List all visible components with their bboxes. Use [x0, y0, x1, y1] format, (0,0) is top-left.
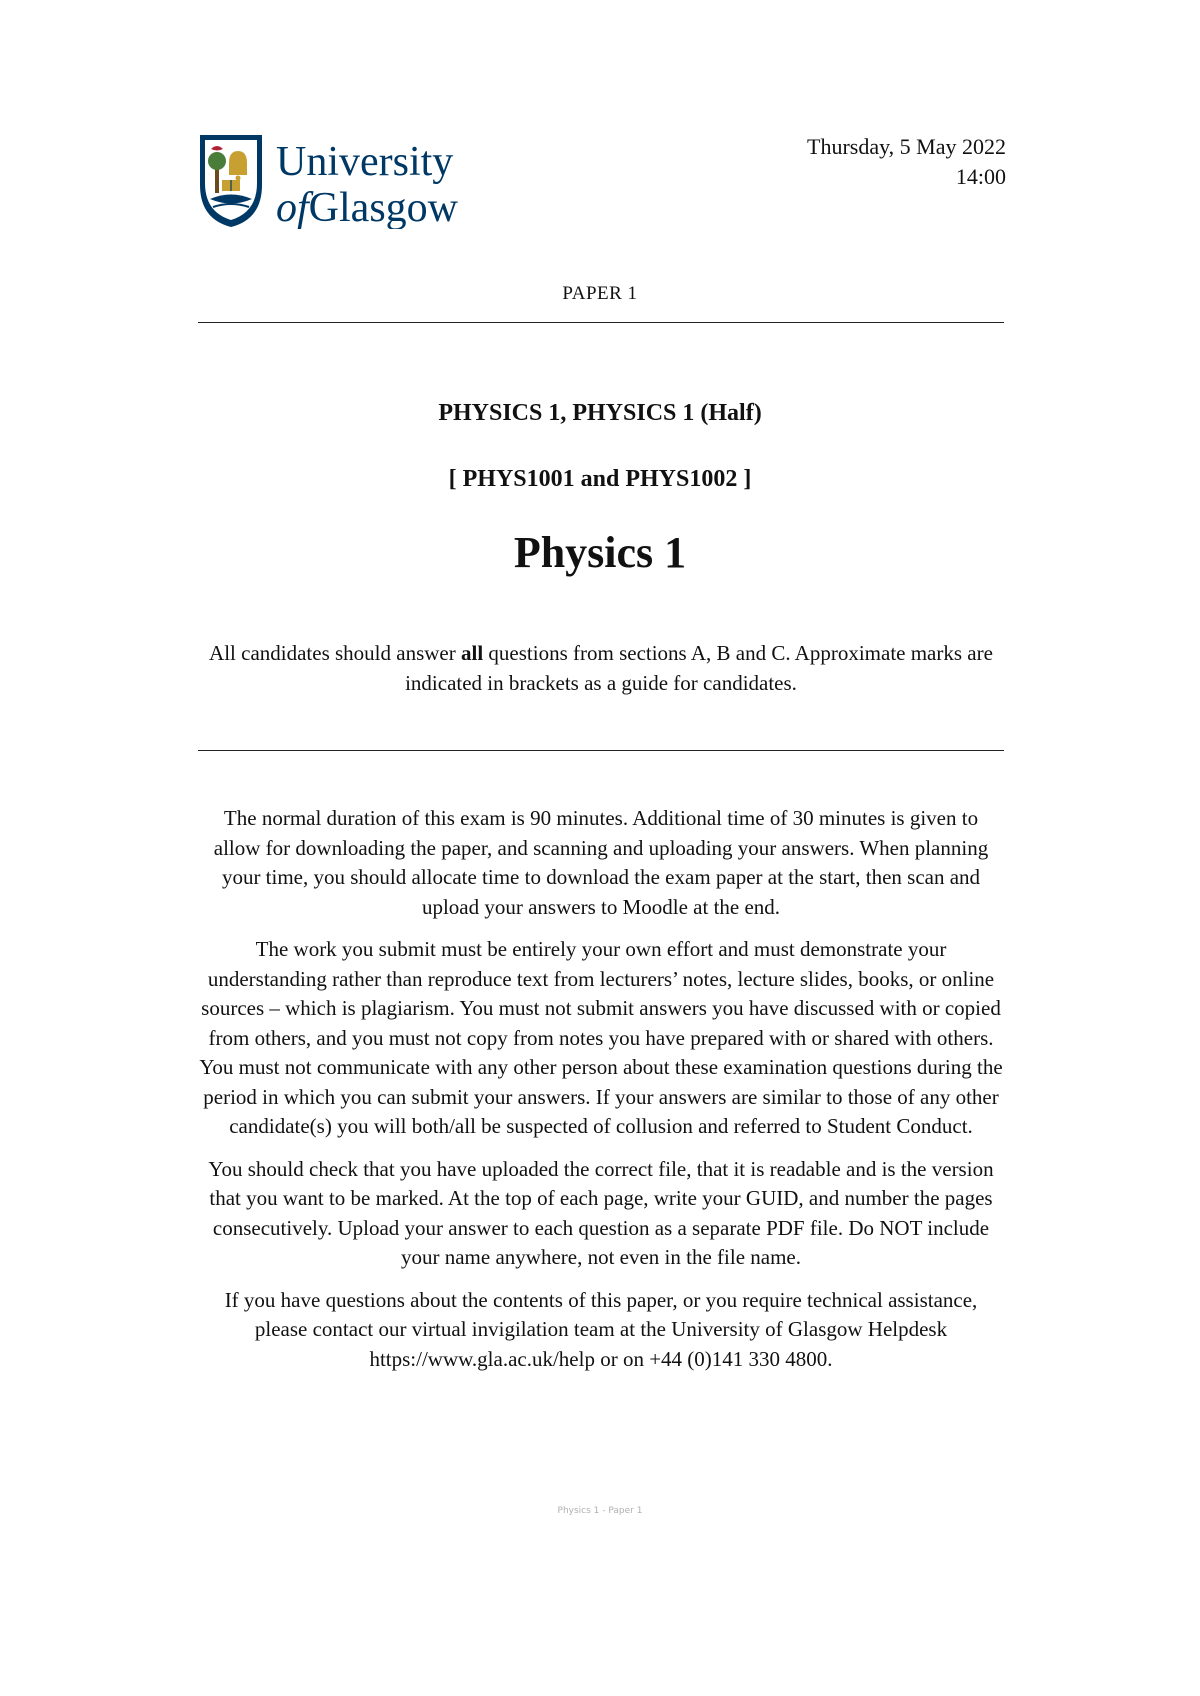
instructions: [198, 804, 1004, 1387]
logo-line-1: University: [276, 139, 454, 185]
logo-line-2-prefix: of: [276, 185, 309, 229]
course-names: PHYSICS 1, PHYSICS 1 (Half): [438, 400, 762, 426]
page-footer: Physics 1 - Paper 1: [557, 1506, 643, 1516]
divider-bottom: [198, 750, 1004, 751]
exam-date: Thursday, 5 May 2022: [807, 134, 1006, 159]
intro-paragraph: [198, 638, 1004, 698]
intro-emphasis: all: [461, 641, 484, 665]
page-title: Physics 1: [513, 528, 687, 577]
instruction-duration: The normal duration of this exam is 90 minutes. Additional time of 30 minutes is given to allow for downloading the paper, and scanning and uploading your answers. When planning your time, you should allocate time to download the exam paper at the start, then scan and upload your answers to Moodle at the end.: [213, 806, 989, 919]
intro-text-after: questions from sections A, B and C. Approximate marks are indicated in brackets as a guide for candidates.: [405, 641, 993, 695]
university-logo: [198, 133, 498, 229]
instruction-helpdesk: If you have questions about the contents of this paper, or you require technical assistance, please contact our virtual invigilation team at the University of Glasgow Helpdesk https://www.gla.ac.uk/help or on +44 (0)141 330 4800.: [224, 1287, 978, 1371]
instruction-upload: You should check that you have uploaded the correct file, that it is readable and is the version that you want to be marked. At the top of each page, write your GUID, and number the pages consecutively. Upload your answer to each question as a separate PDF file. Do NOT include your name anywhere, not even in the file name.: [208, 1156, 994, 1269]
paper-label: PAPER 1: [562, 283, 638, 304]
course-codes: [ PHYS1001 and PHYS1002 ]: [448, 466, 752, 492]
exam-datetime: [807, 132, 1006, 192]
intro-text-before: All candidates should answer: [209, 641, 461, 665]
svg-text:ofGlasgow: [276, 185, 459, 229]
glasgow-crest-icon: [198, 133, 498, 229]
exam-time: 14:00: [955, 164, 1006, 189]
divider-top: [198, 322, 1004, 323]
instruction-plagiarism: The work you submit must be entirely your own effort and must demonstrate your understanding rather than reproduce text from lecturers’ notes, lecture slides, books, or online sources – which is plagiarism. You must not submit answers you have discussed with or copied from others, and you must not copy from notes you have prepared with or shared with others. You must not communicate with any other person about these examination questions during the period in which you can submit your answers. If your answers are similar to those of any other candidate(s) you will both/all be suspected of collusion and referred to Student Conduct.: [199, 937, 1003, 1138]
logo-line-2: Glasgow: [308, 185, 458, 229]
